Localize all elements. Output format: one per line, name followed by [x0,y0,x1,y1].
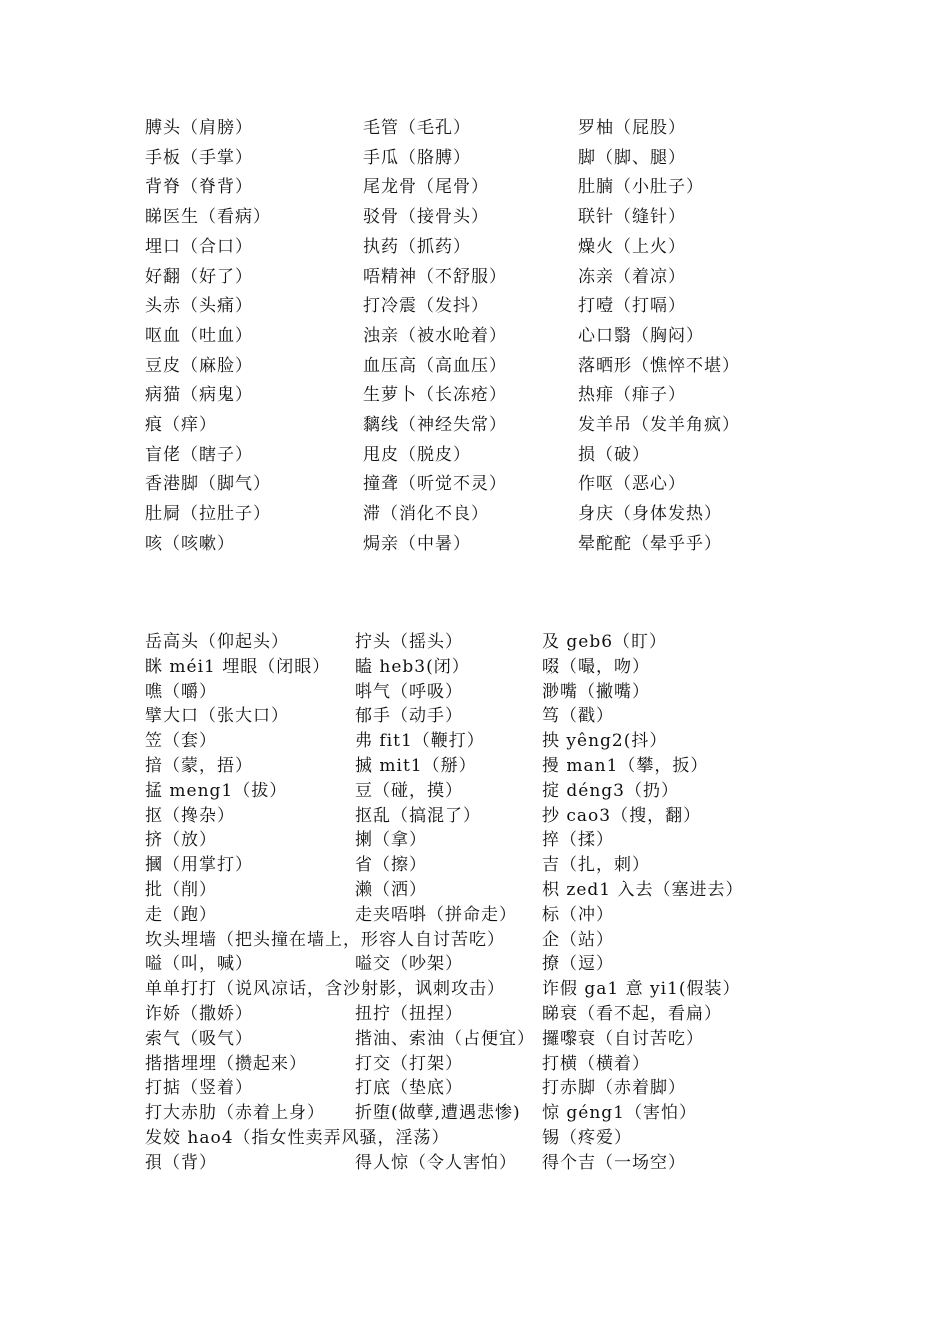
term-entry: 揩揩埋埋（攒起来） [145,1053,307,1074]
term-entry: 摱 man1（攀，扳） [542,756,709,776]
term-entry: 打掂（竖着） [145,1078,253,1099]
term-entry: 手瓜（胳膊） [363,147,471,168]
term-entry: 掟 déng3（扔） [542,780,679,801]
term-entry: 啜（嘬，吻） [542,656,650,677]
term-entry: 走夹唔唞（拼命走） [355,904,517,925]
term-entry: 揩油、索油（占便宜） [355,1028,535,1049]
term-entry: 笠（套） [145,731,217,752]
term-entry: 渺嘴（撇嘴） [542,681,650,702]
term-entry: 热痱（痱子） [578,385,686,406]
term-entry: 膊头（肩膀） [145,118,253,138]
term-entry: 及 geb6（盯） [542,632,668,652]
term-entry: 孭（背） [145,1152,217,1173]
term-entry: 晕酡酡（晕乎乎） [578,533,722,554]
term-entry: 打底（垫底） [355,1078,463,1099]
term-entry: 打大赤肋（赤着上身） [145,1103,325,1124]
term-entry: 弗 fit1（鞭打） [355,731,485,752]
term-entry: 擘大口（张大口） [145,706,289,727]
term-entry: 损（破） [578,444,650,465]
term-entry: 发姣 hao4（指女性卖弄风骚，淫荡） [145,1128,450,1148]
term-entry: 咳（咳嗽） [145,533,235,554]
term-entry: 捽（揉） [542,830,614,851]
term-entry: 走（跑） [145,904,217,925]
term-entry: 噍（嚼） [145,681,217,702]
term-entry: 批（削） [145,880,217,900]
term-entry: 打交（打架） [355,1053,463,1074]
term-entry: 嗌（叫，喊） [145,954,253,975]
term-entry: 黐线（神经失常） [363,415,507,435]
term-entry: 埋口（合口） [145,236,253,257]
term-entry: 索气（吸气） [145,1028,253,1049]
term-entry: 背脊（脊背） [145,177,253,198]
term-entry: 肚腩（小肚子） [578,177,704,198]
term-entry: 肚屙（拉肚子） [145,504,271,525]
term-entry: 滞（消化不良） [363,504,489,525]
term-entry: 痕（痒） [145,415,217,435]
term-entry: 瞌 heb3(闭） [355,656,470,677]
term-entry: 头赤（头痛） [145,296,253,317]
term-entry: 罗柚（屁股） [578,118,686,138]
term-entry: 濑（洒） [355,880,427,900]
term-entry: 打赤脚（赤着脚） [542,1078,686,1099]
term-entry: 甩皮（脱皮） [363,444,471,465]
term-entry: 撩（逗） [542,954,614,975]
term-entry: 得人惊（令人害怕） [355,1152,517,1173]
term-entry: 唔精神（不舒服） [363,266,507,287]
term-entry: 燥火（上火） [578,236,686,257]
term-entry: 执药（抓药） [363,236,471,257]
term-entry: 病猫（病鬼） [145,385,253,406]
term-entry: 打噎（打嗝） [578,296,686,317]
term-entry: 惊 géng1（害怕） [542,1103,697,1124]
term-entry: 抰 yêng2(抖） [542,731,668,752]
term-entry: 郁手（动手） [355,706,463,727]
term-entry: 联针（缝针） [578,207,686,228]
term-entry: 睇衰（看不起，看扁） [542,1004,722,1024]
term-entry: 抠（搀杂） [145,805,235,826]
term-entry: 豆皮（麻脸） [145,355,253,376]
term-entry: 诈假 ga1 意 yi1(假装） [542,979,741,1000]
term-entry: 诈娇（撒娇） [145,1004,253,1024]
term-entry: 眯 méi1 埋眼（闭眼） [145,656,331,677]
term-entry: 嗌交（吵架） [355,954,463,975]
term-entry: 枳 zed1 入去（塞进去） [542,880,744,900]
term-entry: 省（擦） [355,855,427,876]
term-entry: 睇医生（看病） [145,207,271,228]
term-entry: 打冷震（发抖） [363,296,489,317]
term-entry: 锡（疼爱） [542,1128,632,1148]
term-entry: 心口翳（胸闷） [578,325,704,346]
term-entry: 毛管（毛孔） [363,118,471,138]
term-entry: 冻亲（着凉） [578,266,686,287]
term-entry: 得个吉（一场空） [542,1152,686,1173]
term-entry: 身庆（身体发热） [578,504,722,525]
term-entry: 标（冲） [542,904,614,925]
term-entry: 打横（横着） [542,1053,650,1074]
term-entry: 豆（碰，摸） [355,780,463,801]
term-entry: 作呕（恶心） [578,474,686,495]
term-entry: 生萝卜（长冻疮） [363,385,507,406]
term-entry: 挤（放） [145,830,217,851]
term-entry: 焗亲（中暑） [363,533,471,554]
term-entry: 落晒形（憔悴不堪） [578,355,740,376]
term-entry: 企（站） [542,929,614,950]
term-entry: 尾龙骨（尾骨） [363,177,489,198]
term-entry: 拧头（摇头） [355,632,463,652]
term-entry: 岳高头（仰起头） [145,632,289,652]
term-entry: 手板（手掌） [145,147,253,168]
term-entry: 扭拧（扭捏） [355,1004,463,1024]
term-entry: 呕血（吐血） [145,325,253,346]
term-entry: 唞气（呼吸） [355,681,463,702]
term-entry: 浊亲（被水呛着） [363,325,507,346]
term-entry: 掹 meng1（拔） [145,780,288,801]
term-entry: 摑（用掌打） [145,855,253,876]
term-entry: 脚（脚、腿） [578,147,686,168]
term-entry: 单单打打（说风凉话，含沙射影，讽刺攻击） [145,979,505,1000]
term-entry: 香港脚（脚气） [145,474,271,495]
term-entry: 攞嚟衰（自讨苦吃） [542,1028,704,1049]
term-entry: 抄 cao3（搜，翻） [542,805,702,826]
term-entry: 笃（戳） [542,706,614,727]
term-entry: 血压高（高血压） [363,355,507,376]
term-entry: 抠乱（搞混了） [355,805,481,826]
term-entry: 揞（蒙，捂） [145,756,253,776]
term-entry: 好翻（好了） [145,266,253,287]
term-entry: 盲佬（瞎子） [145,444,253,465]
term-entry: 发羊吊（发羊角疯） [578,415,740,435]
term-entry: 驳骨（接骨头） [363,207,489,228]
term-entry: 坎头埋墙（把头撞在墙上，形容人自讨苦吃） [145,929,505,950]
term-entry: 揦（拿） [355,830,427,851]
term-entry: 吉（扎，刺） [542,855,650,876]
term-entry: 折堕(做孽,遭遇悲惨) [355,1103,521,1124]
term-entry: 搣 mit1（掰） [355,756,477,776]
term-entry: 撞聋（听觉不灵） [363,474,507,495]
